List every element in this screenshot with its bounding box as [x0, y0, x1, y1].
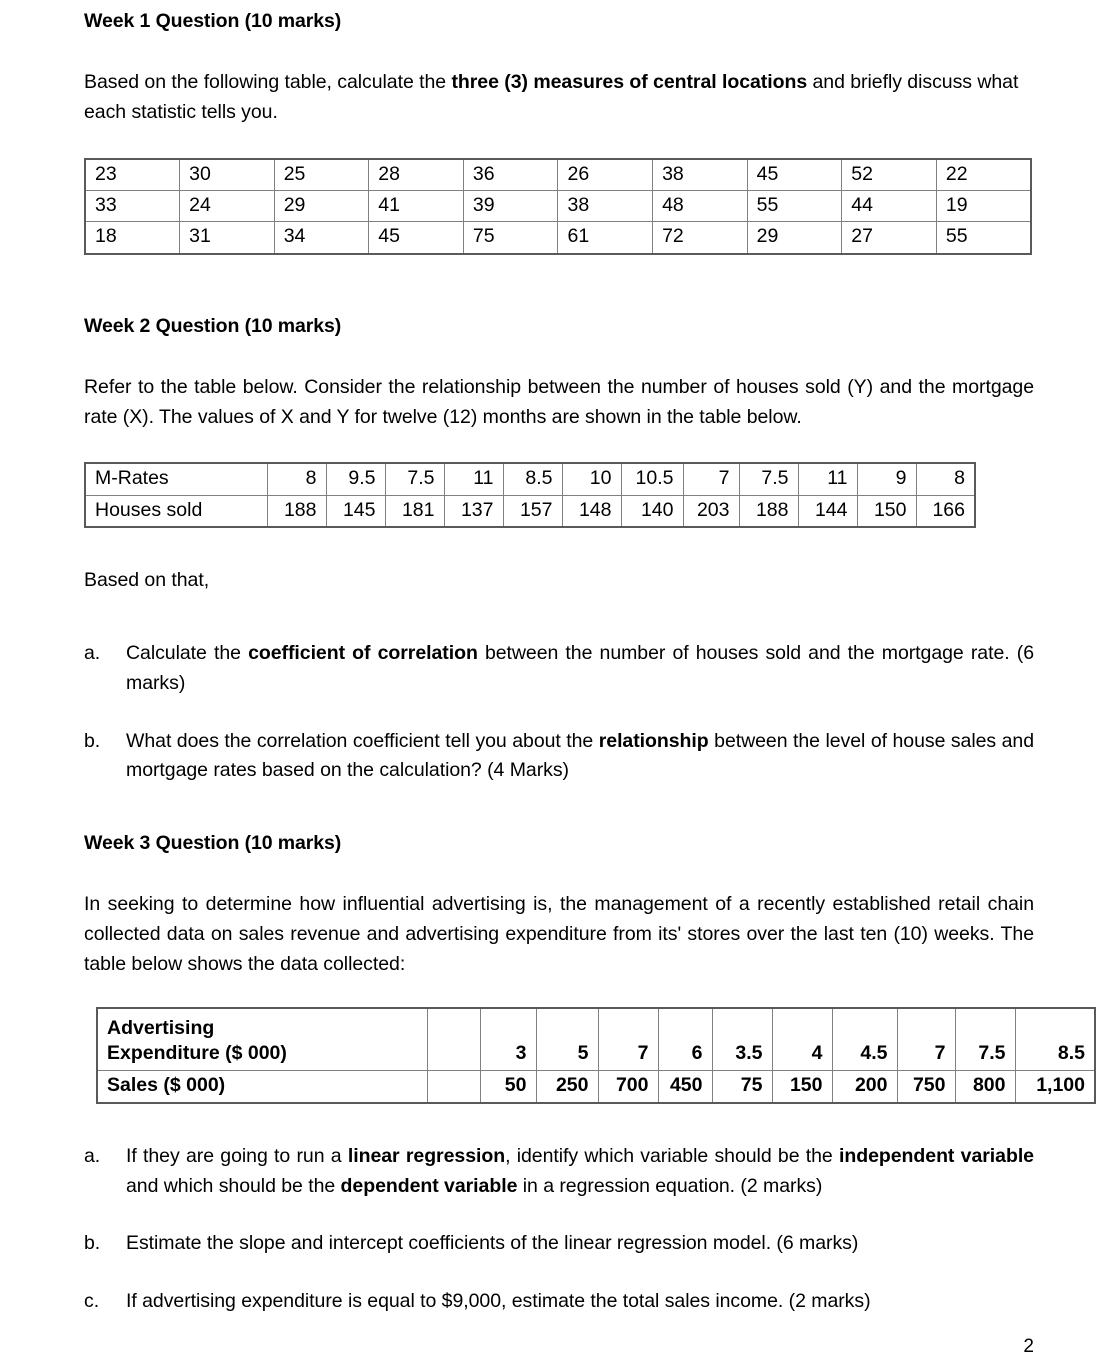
table-cell: 8.5 [503, 463, 562, 495]
table-cell: 203 [683, 495, 739, 527]
table-cell: 7.5 [385, 463, 444, 495]
week1-intro-text-1: Based on the following table, calculate the [84, 71, 452, 94]
table-cell: 7 [897, 1008, 955, 1070]
week3-data-table [96, 1007, 1096, 1104]
table-cell: 36 [463, 159, 558, 191]
week1-data-table [84, 158, 1032, 255]
table-cell: 11 [444, 463, 503, 495]
table-cell: 150 [772, 1070, 832, 1103]
list-item-text-2: between the number of houses sold and the mortgage rate. (6 marks) [126, 642, 1034, 695]
list-marker: a. [84, 642, 101, 665]
page-content [84, 8, 1085, 1317]
table-cell-empty [427, 1008, 480, 1070]
table-cell: 72 [653, 222, 748, 254]
table-cell: 28 [369, 159, 464, 191]
table-cell: 181 [385, 495, 444, 527]
table-cell: 10 [562, 463, 621, 495]
table-cell: 22 [936, 159, 1031, 191]
table-cell: 7.5 [955, 1008, 1015, 1070]
list-marker: a. [84, 1145, 101, 1168]
label-line-2: Expenditure ($ 000) [107, 1042, 287, 1065]
table-cell-empty [427, 1070, 480, 1103]
table-cell: 5 [536, 1008, 598, 1070]
table-row [97, 1008, 1095, 1070]
page-number: 2 [1023, 1336, 1034, 1357]
week3-question-list [84, 1142, 1034, 1317]
table-cell: 166 [916, 495, 975, 527]
table-cell: 7 [683, 463, 739, 495]
table-cell: 18 [85, 222, 180, 254]
list-item [84, 1287, 1034, 1317]
table-cell: 450 [658, 1070, 712, 1103]
table-cell: 38 [653, 159, 748, 191]
table-cell: 44 [842, 190, 937, 221]
list-item [84, 727, 1034, 786]
table-cell: 45 [369, 222, 464, 254]
table-cell: 10.5 [621, 463, 683, 495]
list-item [84, 639, 1034, 698]
week1-intro-paragraph [84, 68, 1034, 127]
table-cell: 1,100 [1015, 1070, 1095, 1103]
table-cell: 45 [747, 159, 842, 191]
list-item-bold-2: independent variable [839, 1145, 1034, 1168]
table-cell: 188 [267, 495, 326, 527]
table-cell: 250 [536, 1070, 598, 1103]
table-cell: 55 [936, 222, 1031, 254]
table-cell: 25 [274, 159, 369, 191]
table-cell: 26 [558, 159, 653, 191]
table-cell: 33 [85, 190, 180, 221]
table-cell: 4 [772, 1008, 832, 1070]
table-cell: 8 [916, 463, 975, 495]
list-item-text-4: in a regression equation. (2 marks) [517, 1174, 823, 1197]
week1-intro-text-2: and briefly discuss what each statistic tells you. [84, 71, 1019, 123]
table-row [85, 190, 1031, 221]
list-item-text-2: , identify which variable should be the [505, 1145, 840, 1168]
table-cell: 29 [747, 222, 842, 254]
label-line-1: Advertising [107, 1016, 215, 1039]
week3-intro-paragraph: In seeking to determine how influential advertising is, the management of a recently established retail chain collected data on sales revenue and advertising expenditure from its' stores over the last ten (10) weeks. The table below shows the data collected: [84, 893, 1034, 975]
row-label: Houses sold [85, 495, 267, 527]
list-item-text-2: between the level of house sales and mortgage rates based on the calculation? (4 Marks) [126, 729, 1035, 782]
table-cell: 27 [842, 222, 937, 254]
list-item-text-1: Calculate the [126, 642, 249, 665]
table-cell: 29 [274, 190, 369, 221]
table-cell: 750 [897, 1070, 955, 1103]
table-cell: 137 [444, 495, 503, 527]
table-cell: 700 [598, 1070, 658, 1103]
table-cell: 7.5 [739, 463, 798, 495]
table-cell: 61 [558, 222, 653, 254]
table-cell: 52 [842, 159, 937, 191]
table-cell: 148 [562, 495, 621, 527]
list-marker: b. [84, 1232, 101, 1255]
table-cell: 6 [658, 1008, 712, 1070]
list-item-text-1: Estimate the slope and intercept coefficients of the linear regression model. (6 marks) [126, 1232, 859, 1255]
table-cell: 3.5 [712, 1008, 772, 1070]
week2-heading: Week 2 Question (10 marks) [84, 314, 342, 337]
table-cell: 4.5 [832, 1008, 897, 1070]
list-item-bold-1: coefficient of correlation [248, 642, 478, 665]
list-item-text-1: If they are going to run a [126, 1145, 348, 1168]
table-cell: 41 [369, 190, 464, 221]
list-item-bold-1: linear regression [347, 1145, 506, 1168]
table-cell: 30 [180, 159, 275, 191]
table-row [97, 1070, 1095, 1103]
table-cell: 3 [480, 1008, 536, 1070]
week2-based-on-that: Based on that, [84, 568, 210, 591]
table-cell: 8 [267, 463, 326, 495]
table-cell: 9.5 [326, 463, 385, 495]
sales-label: Sales ($ 000) [97, 1070, 427, 1103]
list-item-bold-3: dependent variable [340, 1174, 518, 1197]
table-cell: 11 [798, 463, 857, 495]
list-marker: b. [84, 729, 101, 752]
table-cell: 48 [653, 190, 748, 221]
table-cell: 55 [747, 190, 842, 221]
list-marker: c. [84, 1290, 100, 1313]
list-item-text-1: What does the correlation coefficient tell you about the [126, 729, 599, 752]
week3-heading: Week 3 Question (10 marks) [84, 831, 342, 854]
list-item [84, 1229, 1034, 1259]
table-cell: 50 [480, 1070, 536, 1103]
table-cell: 188 [739, 495, 798, 527]
table-cell: 200 [832, 1070, 897, 1103]
advertising-expenditure-label [97, 1008, 427, 1070]
table-cell: 23 [85, 159, 180, 191]
table-cell: 157 [503, 495, 562, 527]
table-row [85, 495, 975, 527]
list-item [84, 1142, 1034, 1201]
week2-data-table [84, 462, 976, 528]
table-cell: 144 [798, 495, 857, 527]
week2-question-list [84, 639, 1034, 786]
table-row [85, 159, 1031, 191]
week1-intro-bold: three (3) measures of central locations [451, 71, 808, 94]
table-cell: 150 [857, 495, 916, 527]
table-cell: 38 [558, 190, 653, 221]
table-cell: 9 [857, 463, 916, 495]
table-cell: 31 [180, 222, 275, 254]
table-cell: 34 [274, 222, 369, 254]
table-cell: 19 [936, 190, 1031, 221]
table-row [85, 463, 975, 495]
week2-intro-paragraph: Refer to the table below. Consider the relationship between the number of houses sold (Y) and the mortgage rate (X). The values of X and Y for twelve (12) months are shown in the table below. [84, 375, 1034, 428]
list-item-text-3: and which should be the [126, 1174, 341, 1197]
table-cell: 75 [463, 222, 558, 254]
table-cell: 7 [598, 1008, 658, 1070]
table-cell: 8.5 [1015, 1008, 1095, 1070]
table-cell: 24 [180, 190, 275, 221]
table-cell: 75 [712, 1070, 772, 1103]
table-cell: 140 [621, 495, 683, 527]
list-item-text-1: If advertising expenditure is equal to $9,000, estimate the total sales income. (2 marks) [126, 1290, 871, 1313]
table-cell: 145 [326, 495, 385, 527]
week1-heading: Week 1 Question (10 marks) [84, 10, 342, 32]
table-cell: 800 [955, 1070, 1015, 1103]
table-cell: 39 [463, 190, 558, 221]
list-item-bold-1: relationship [598, 729, 709, 752]
row-label: M-Rates [85, 463, 267, 495]
table-row [85, 222, 1031, 254]
